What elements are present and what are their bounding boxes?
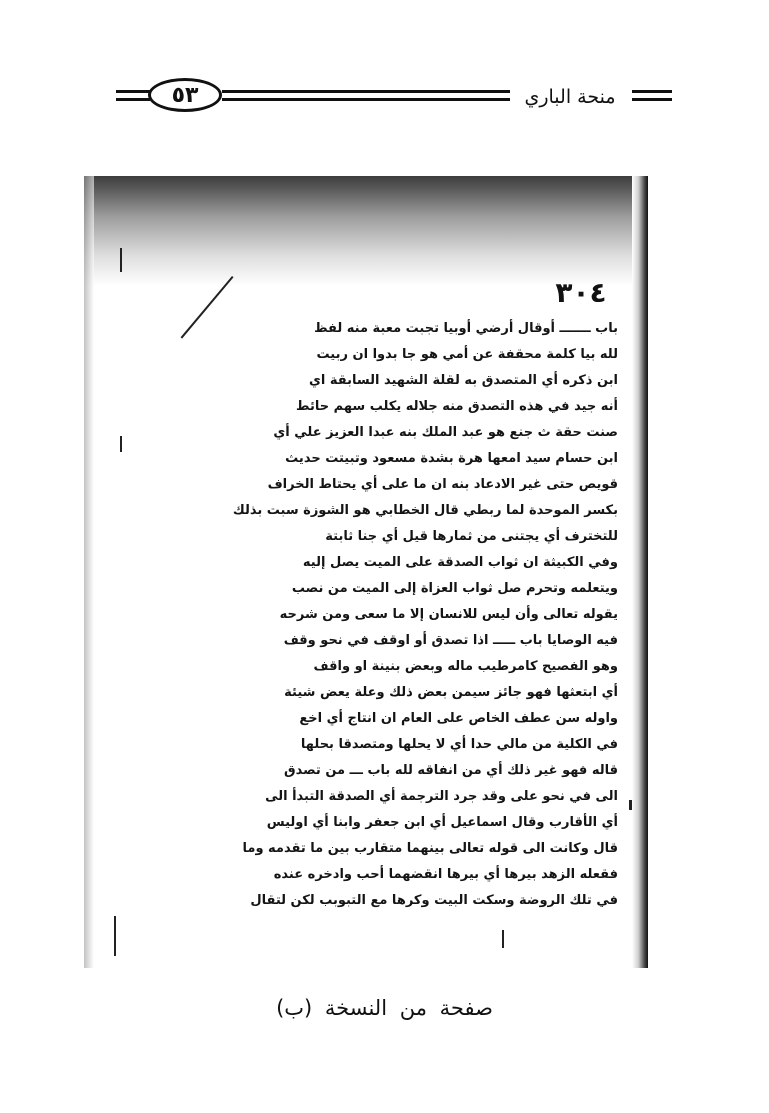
manuscript-line: فيه الوصايا باب ـــــ اذا تصدق أو اوقف في نحو وقف [283,633,618,648]
margin-mark [120,248,122,272]
manuscript-line: الى في نحو على وقد جرد الترجمة أي الصدقة التبدأ الى [265,789,618,804]
manuscript-line: أي الأقارب وقال اسماعيل أي ابن جعفر وابنا أي اوليس [266,815,618,830]
margin-mark [629,800,632,810]
manuscript-line: أنه جيد في هذه التصدق منه جلاله يكلب سهم حائط [296,399,618,414]
manuscript-line: صنت حقة ث جنع هو عبد الملك بنه عبدا العزيز علي أي [273,425,618,440]
manuscript-line: في الكلية من مالي حدا أي لا يحلها ومتصدقا بحلها [300,737,618,752]
folio-number: ٣٠٤ [555,276,607,309]
scan-shadow-top [84,176,648,286]
page-number: ٥٣ [148,78,222,112]
manuscript-line: ويتعلمه وتحرم صل ثواب العزاة إلى الميت من نصب [291,581,618,596]
scan-shadow-right [632,176,648,968]
manuscript-line: فقعله الزهد بيرها أي بيرها انقضهما أحب وادخره عنده [273,867,618,882]
manuscript-line: ابن ذكره أي المتصدق به لقلة الشهيد السابقة اي [308,373,618,388]
manuscript-line: بكسر الموحدة لما ربطي قال الخطابي هو الشوزة سبت بذلك [232,503,618,518]
manuscript-line: في تلك الروضة وسكت البيت وكرها مع التبوبب لكن لتقال [250,893,618,908]
manuscript-scan [84,176,648,968]
manuscript-line: ابن حسام سيد امعها هرة بشدة مسعود وتبيتت حديث [285,451,618,466]
manuscript-line: قاله فهو غير ذلك أي من انفاقه لله باب ـــ من تصدق [283,763,618,778]
manuscript-line: واوله سن عطف الخاص على العام ان انتاج أي اخع [299,711,618,726]
manuscript-line: لله بيا كلمة محقفة عن أمي هو جا بدوا ان ربيت [316,347,618,362]
header-rule-middle-top [222,90,510,93]
header-rule-right-top [632,90,672,93]
header-rule-right-bottom [632,98,672,101]
header-rule-middle-bottom [222,98,510,101]
manuscript-line: يقوله تعالى وأن ليس للانسان إلا ما سعى ومن شرحه [279,607,618,622]
manuscript-line: للتخترف أي يجتنى من ثمارها قيل أي جنا ثابتة [325,529,618,544]
figure-caption: صفحة من النسخة (ب) [276,996,493,1020]
margin-mark [114,916,116,956]
manuscript-line: قويص حتى غير الادعاد بنه ان ما على أي يحتاط الخراف [267,477,618,492]
manuscript-line: باب ـــــــ أوقال أرضي أوبيا تجبت معبة منه لفظ [314,321,618,336]
manuscript-line: أي ابتعثها فهو جائز سيمن بعض ذلك وعلة يعض شيئة [284,685,618,700]
manuscript-line: وهو الفصيح كامرطيب ماله وبعض بنينة او واقف [313,659,618,674]
header-rule-left-bottom [116,98,150,101]
book-title: منحة الباري [524,86,616,108]
header-rule-left-top [116,90,150,93]
manuscript-line: قال وكانت الى قوله تعالى بينهما متقارب بين ما تقدمه وما [242,841,618,856]
scan-shadow-left [84,176,94,968]
margin-mark [120,436,122,452]
manuscript-line: وفي الكبيثة ان ثواب الصدقة على الميت يصل إليه [302,555,618,570]
margin-mark [502,930,504,948]
